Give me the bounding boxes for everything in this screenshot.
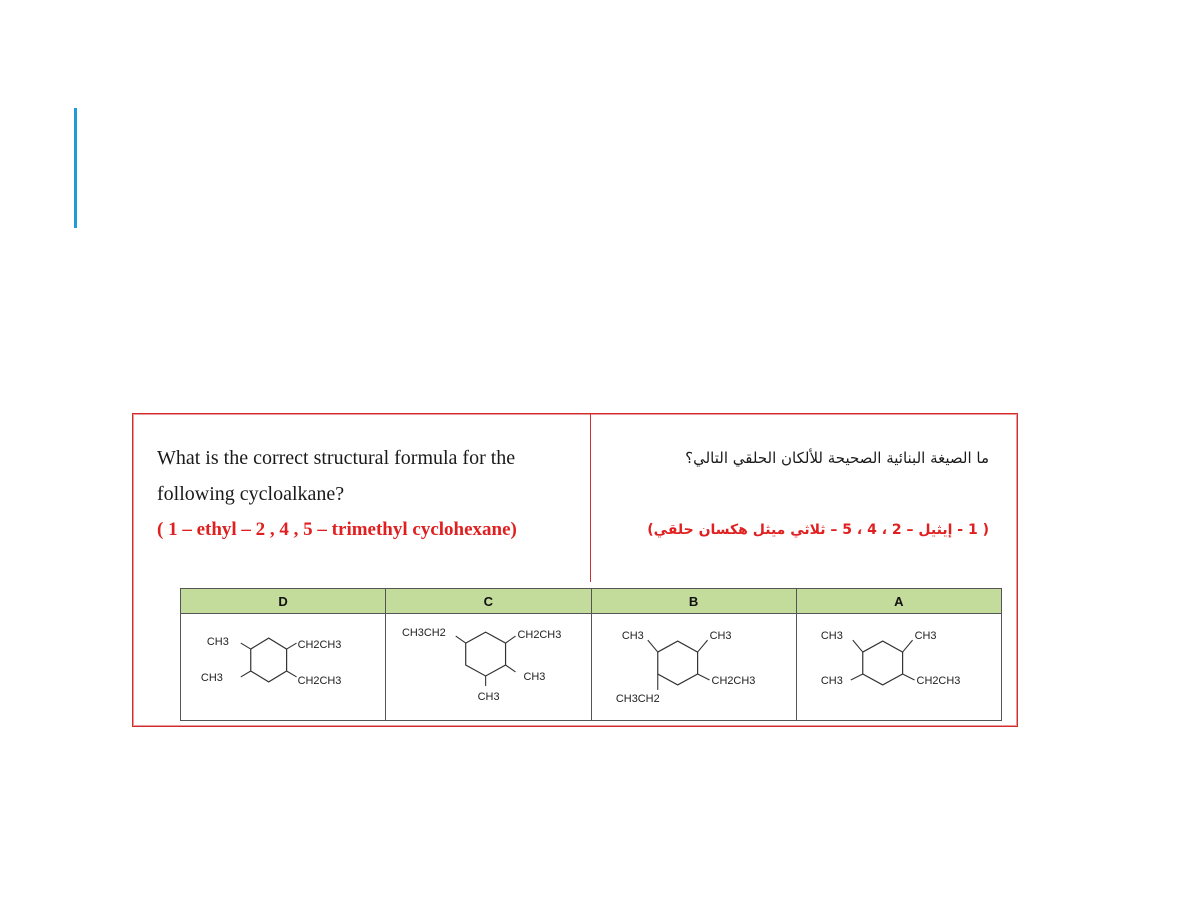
english-question-line-2: following cycloalkane? <box>157 483 345 505</box>
structure-b-diagram <box>592 614 796 720</box>
bond <box>853 640 863 652</box>
bond <box>287 671 297 677</box>
structure-c-diagram <box>386 614 590 720</box>
group-top-right: CH2CH3 <box>517 629 562 642</box>
bond <box>697 640 707 652</box>
bond <box>506 665 516 672</box>
bond <box>241 671 251 677</box>
bond <box>241 643 251 649</box>
bond <box>647 640 657 652</box>
bond <box>287 643 297 649</box>
option-a-header: A <box>796 589 1001 614</box>
group-bottom-right: CH2CH3 <box>711 674 755 687</box>
group-top-right: CH2CH3 <box>297 639 342 652</box>
option-c-header: C <box>386 589 591 614</box>
question-box <box>132 413 1018 727</box>
bond <box>697 674 709 680</box>
group-top-left: CH3 <box>206 636 229 649</box>
cyclohexane-ring <box>466 632 506 676</box>
group-top-left: CH3CH2 <box>402 627 446 640</box>
cyclohexane-ring <box>657 641 697 685</box>
group-top-left: CH3 <box>621 630 644 643</box>
bond <box>506 636 516 643</box>
bond <box>851 674 863 680</box>
group-bottom-left: CH3CH2 <box>615 692 660 705</box>
answer-options-table <box>180 588 1002 721</box>
cyclohexane-ring <box>251 638 287 682</box>
group-top-left: CH3 <box>820 630 843 643</box>
structure-a-diagram <box>797 614 1001 720</box>
group-bottom-right: CH2CH3 <box>297 674 342 687</box>
option-b-structure[interactable] <box>591 614 796 721</box>
arabic-compound-name: ( 1 - إيثيل – 2 ، 4 ، 5 – ثلاثي ميثل هكسان حلقي) <box>647 522 989 538</box>
accent-bar <box>74 108 77 228</box>
arabic-question <box>589 440 989 548</box>
option-d-structure[interactable] <box>181 614 386 721</box>
group-top-right: CH3 <box>709 630 731 643</box>
cyclohexane-ring <box>863 641 903 685</box>
bond <box>456 636 466 643</box>
arabic-question-line: ما الصيغة البنائية الصحيحة للألكان الحلقي التالي؟ <box>685 449 989 467</box>
english-compound-name: ( 1 – ethyl – 2 , 4 , 5 – trimethyl cyclohexane) <box>157 519 517 540</box>
bond <box>902 674 914 680</box>
option-d-header: D <box>181 589 386 614</box>
structure-d-diagram <box>181 614 385 720</box>
option-c-structure[interactable] <box>386 614 591 721</box>
group-bottom: CH3 <box>477 690 500 703</box>
option-a-structure[interactable] <box>796 614 1001 721</box>
english-question-line-1: What is the correct structural formula for the <box>157 447 516 469</box>
group-right: CH3 <box>523 670 546 683</box>
group-bottom-right: CH2CH3 <box>916 674 961 687</box>
option-b-header: B <box>591 589 796 614</box>
group-bottom-left: CH3 <box>820 674 843 687</box>
bond <box>902 640 912 652</box>
group-top-right: CH3 <box>914 630 937 643</box>
english-question <box>157 440 577 548</box>
group-bottom-left: CH3 <box>200 671 223 684</box>
